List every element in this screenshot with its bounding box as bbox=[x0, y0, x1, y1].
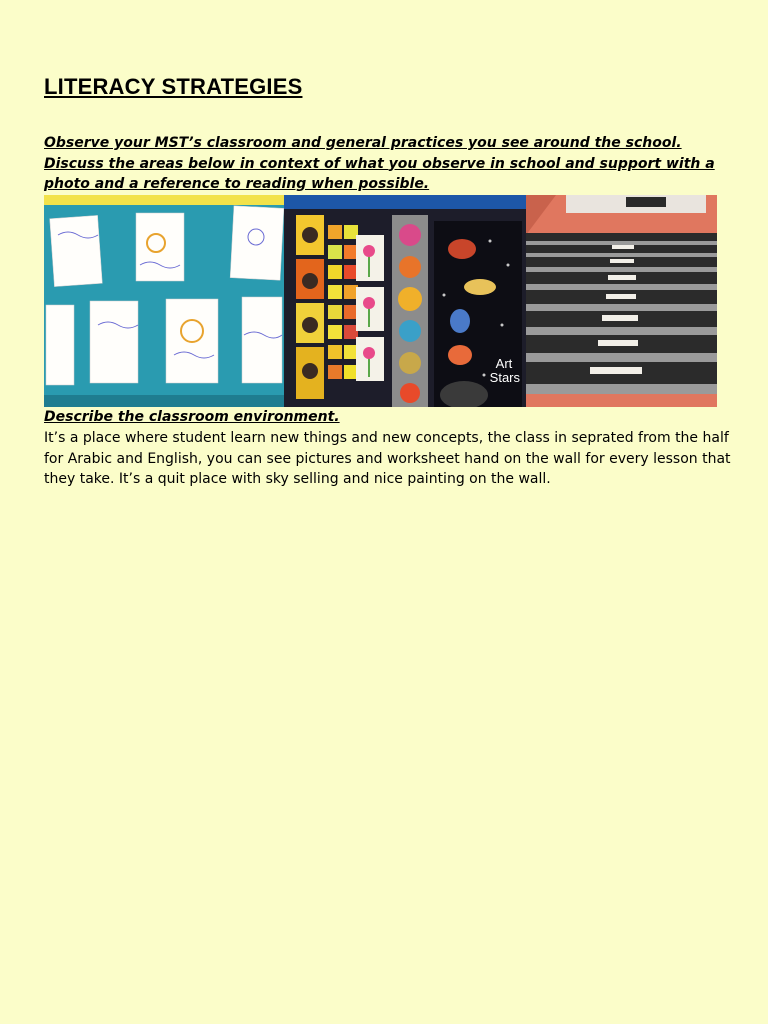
photo-strip bbox=[44, 195, 717, 407]
assignment-prompt: Observe your MST’s classroom and general practices you see around the school. Discuss the areas below in context of what you observe in school and support with a photo and a reference to reading when possible. bbox=[44, 135, 715, 192]
staircase-photo bbox=[526, 195, 717, 407]
section-body: It’s a place where student learn new things and new concepts, the class in seprated from the half for Arabic and English, you can see pictures and worksheet hand on the wall for every lesson that they take. It’s a quit place with sky selling and nice painting on the wall. bbox=[44, 430, 731, 488]
art-label-line2: Stars bbox=[489, 370, 520, 385]
art-stars-label bbox=[490, 357, 520, 385]
art-display-photo bbox=[284, 195, 526, 407]
section-heading: Describe the classroom environment. bbox=[44, 409, 340, 425]
art-label-line1: Art bbox=[495, 356, 513, 371]
page-title: LITERACY STRATEGIES bbox=[44, 74, 303, 99]
word-wall-photo bbox=[44, 195, 284, 407]
